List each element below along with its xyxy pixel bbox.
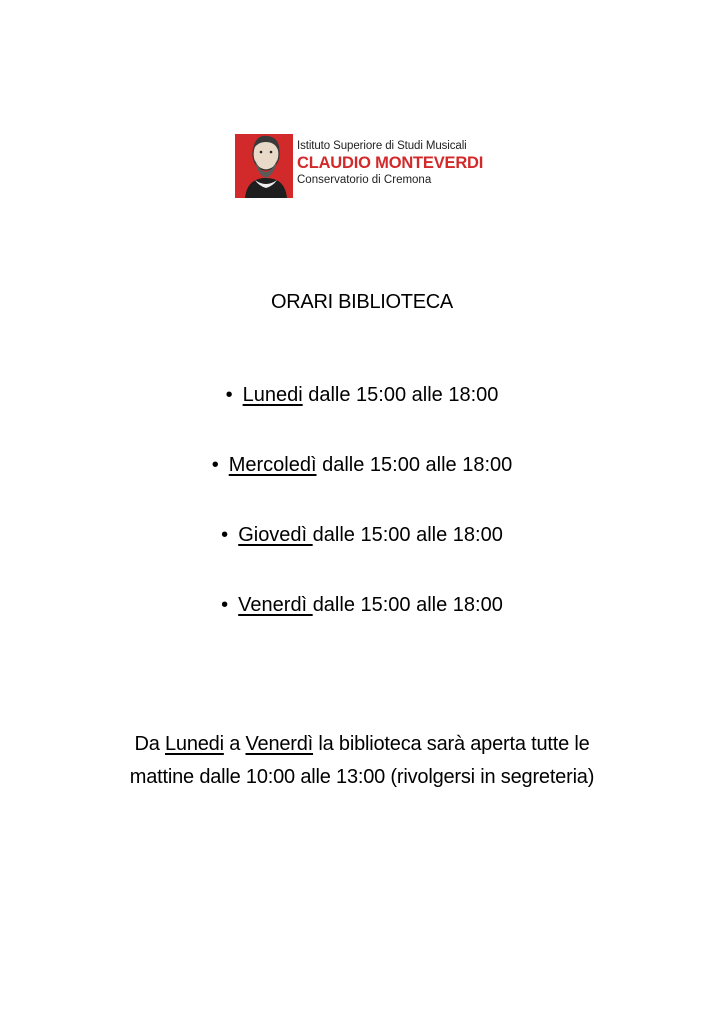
note-line-1	[0, 728, 724, 761]
schedule-item	[0, 450, 724, 520]
logo-text	[297, 128, 483, 198]
schedule-item	[0, 590, 724, 660]
bullet-icon: •	[221, 524, 229, 546]
schedule-item	[0, 380, 724, 450]
note-line-2: mattine dalle 10:00 alle 13:00 (rivolgersi in segreteria)	[129, 766, 595, 788]
schedule-day: Giovedì	[238, 524, 313, 546]
schedule-day: Venerdì	[238, 594, 313, 616]
note-prefix: Da	[134, 733, 165, 755]
logo-conservatory-line: Conservatorio di Cremona	[297, 174, 432, 186]
schedule-hours: dalle 15:00 alle 18:00	[316, 454, 513, 476]
schedule-hours: dalle 15:00 alle 18:00	[312, 524, 503, 546]
logo-institute-line: Istituto Superiore di Studi Musicali	[297, 140, 467, 152]
morning-hours-note	[0, 728, 724, 794]
note-from-day: Lunedi	[164, 733, 224, 755]
page-title: ORARI BIBLIOTECA	[271, 291, 453, 313]
bullet-icon: •	[221, 594, 229, 616]
monteverdi-portrait-image	[235, 128, 293, 198]
schedule-item	[0, 520, 724, 590]
note-to-day: Venerdì	[245, 733, 314, 755]
logo-name-line: CLAUDIO MONTEVERDI	[297, 154, 484, 172]
note-connector: a	[223, 733, 246, 755]
note-line1-rest: la biblioteca sarà aperta tutte le	[313, 733, 590, 755]
schedule-day: Mercoledì	[228, 454, 317, 476]
conservatory-logo	[235, 128, 505, 198]
schedule-day: Lunedi	[242, 384, 303, 406]
bullet-icon: •	[211, 454, 219, 476]
schedule-list	[0, 380, 724, 660]
schedule-hours: dalle 15:00 alle 18:00	[312, 594, 503, 616]
schedule-hours: dalle 15:00 alle 18:00	[302, 384, 499, 406]
bullet-icon: •	[225, 384, 233, 406]
